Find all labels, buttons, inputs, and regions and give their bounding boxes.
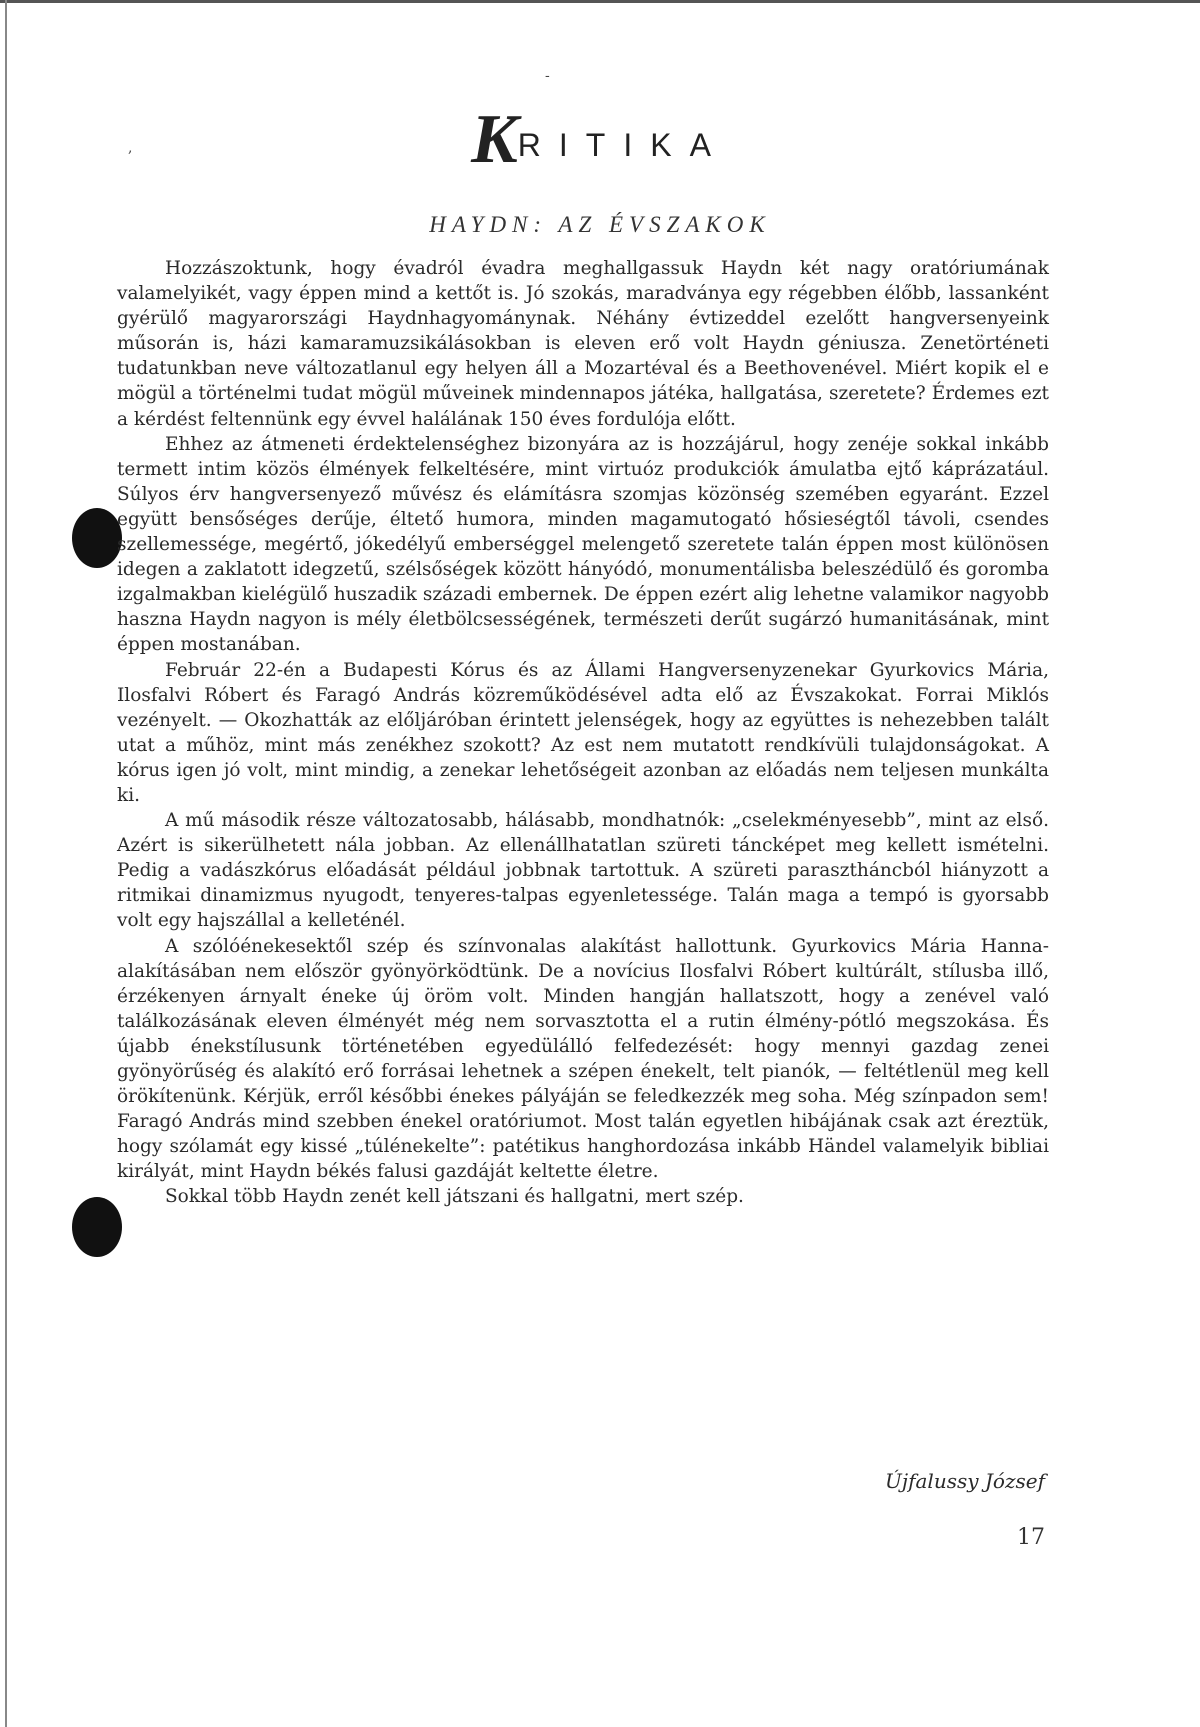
scan-top-edge [0,0,1200,3]
scan-speck: - [545,68,550,84]
paragraph: Február 22-én a Budapesti Kórus és az Állami Hangversenyzenekar Gyurkovics Mária, Ilosfalvi Róbert és Faragó András közreműködésével adta elő az Évszakokat. Forrai Miklós vezényelt. — Okozhatták az előljáróban érintett jelenségek, hogy az együttes is nehezebben talált utat a műhöz, mint más zenékhez szokott? Az est nem mutatott rendkívüli tulajdonságokat. A kórus igen jó volt, mint mindig, a zenekar lehetőségeit azonban az előadás nem teljesen munkálta ki. [117,659,1049,806]
binder-hole [72,508,122,568]
scan-speck: , [128,140,133,156]
section-header [0,100,1200,180]
paragraph: A szólóénekesektől szép és színvonalas alakítást hallottunk. Gyurkovics Mária Hanna-alakításában nem először gyönyörködtünk. De a novícius Ilosfalvi Róbert kultúrált, stílusba illő, érzékenyen árnyalt éneke új öröm volt. Minden hangján hallatszott, hogy a zenével való találkozásának eleven élményét még nem sorvasztotta el a rutin élmény-pótló megszokása. És újabb énekstílusunk történetében egyedülálló felfedezését: hogy mennyi gazdag zenei gyönyörűség és alakító erő forrásai lehetnek a szépen énekelt, telt pianók, — feltétlenül meg kell örökítenünk. Kérjük, erről későbbi énekes pályáján se feledkezzék meg soha. Még színpadon sem! Faragó András mind szebben énekel oratóriumot. Most talán egyetlen hibájának csak azt éreztük, hogy szólamát egy kissé „túlénekelte”: patétikus hanghordozása inkább Händel valamelyik bibliai királyát, mint Haydn békés falusi gazdáját keltette életre. [117,935,1049,1183]
paragraph: Ehhez az átmeneti érdektelenséghez bizonyára az is hozzájárul, hogy zenéje sokkal inkább termett intim közös élmények felkeltésére, mint virtuóz produkciók ámulatba ejtő káprázatául. Súlyos érv hangversenyező művész és elámításra szomjas közönség szemében egyaránt. Ezzel együtt bensőséges derűje, éltető humora, minden magamutogató hősieségtől távoli, csendes szellemessége, megértő, jókedélyű emberséggel melengető szeretete talán éppen most különösen idegen a zaklatott idegzetű, szélsőségek között hányódó, monumentálisba beleszédülő és goromba izgalmakban kielégülő huszadik századi embernek. De éppen ezért alig lehetne valamikor nagyobb haszna Haydn nagyon is mély életbölcsességének, természeti derűt sugárzó humanitásának, mint éppen mostanában. [117,433,1049,656]
paragraph: Sokkal több Haydn zenét kell játszani és hallgatni, mert szép. [165,1186,744,1208]
page-number: 17 [1017,1525,1045,1550]
article-title: HAYDN: AZ ÉVSZAKOK [429,212,771,237]
paragraph: Hozzászoktunk, hogy évadról évadra meghallgassuk Haydn két nagy oratóriumának valamelyikét, vagy éppen mind a kettőt is. Jó szokás, maradványa egy régebben élőbb, lassanként gyérülő magyarországi Haydnhagyománynak. Néhány évtizeddel ezelőtt hangversenyeink műsorán is, házi kamaramuzsikálásokban is eleven erő volt Haydn géniusza. Zenetörténeti tudatunkban neve változatlanul egy helyen áll a Mozartéval és a Beethovenével. Miért kopik el e mögül a történelmi tudat mögül műveinek mindennapos játéka, hallgatása, szeretete? Érdemes ezt a kérdést feltennünk egy évvel halálának 150 éves fordulója előtt. [117,258,1049,430]
title-initial: K [471,101,518,178]
section-title: RITIKA [517,127,729,163]
author-signature: Újfalussy József [885,1469,1045,1493]
scan-left-edge [5,0,7,1727]
article-body [117,256,1049,1210]
binder-hole [72,1197,122,1257]
paragraph: A mű második része változatosabb, hálásabb, mondhatnók: „cselekményesebb”, mint az első. Azért is sikerülhetett nála jobban. Az ellenállhatatlan szüreti táncképet meg kellett ismételni. Pedig a vadászkórus előadását például jobbnak tartottuk. A szüreti parasztháncból hiányzott a ritmikai dinamizmus nyugodt, tenyeres-talpas egyenletessége. Talán maga a tempó is gyorsabb volt egy hajszállal a kelleténél. [117,810,1049,932]
